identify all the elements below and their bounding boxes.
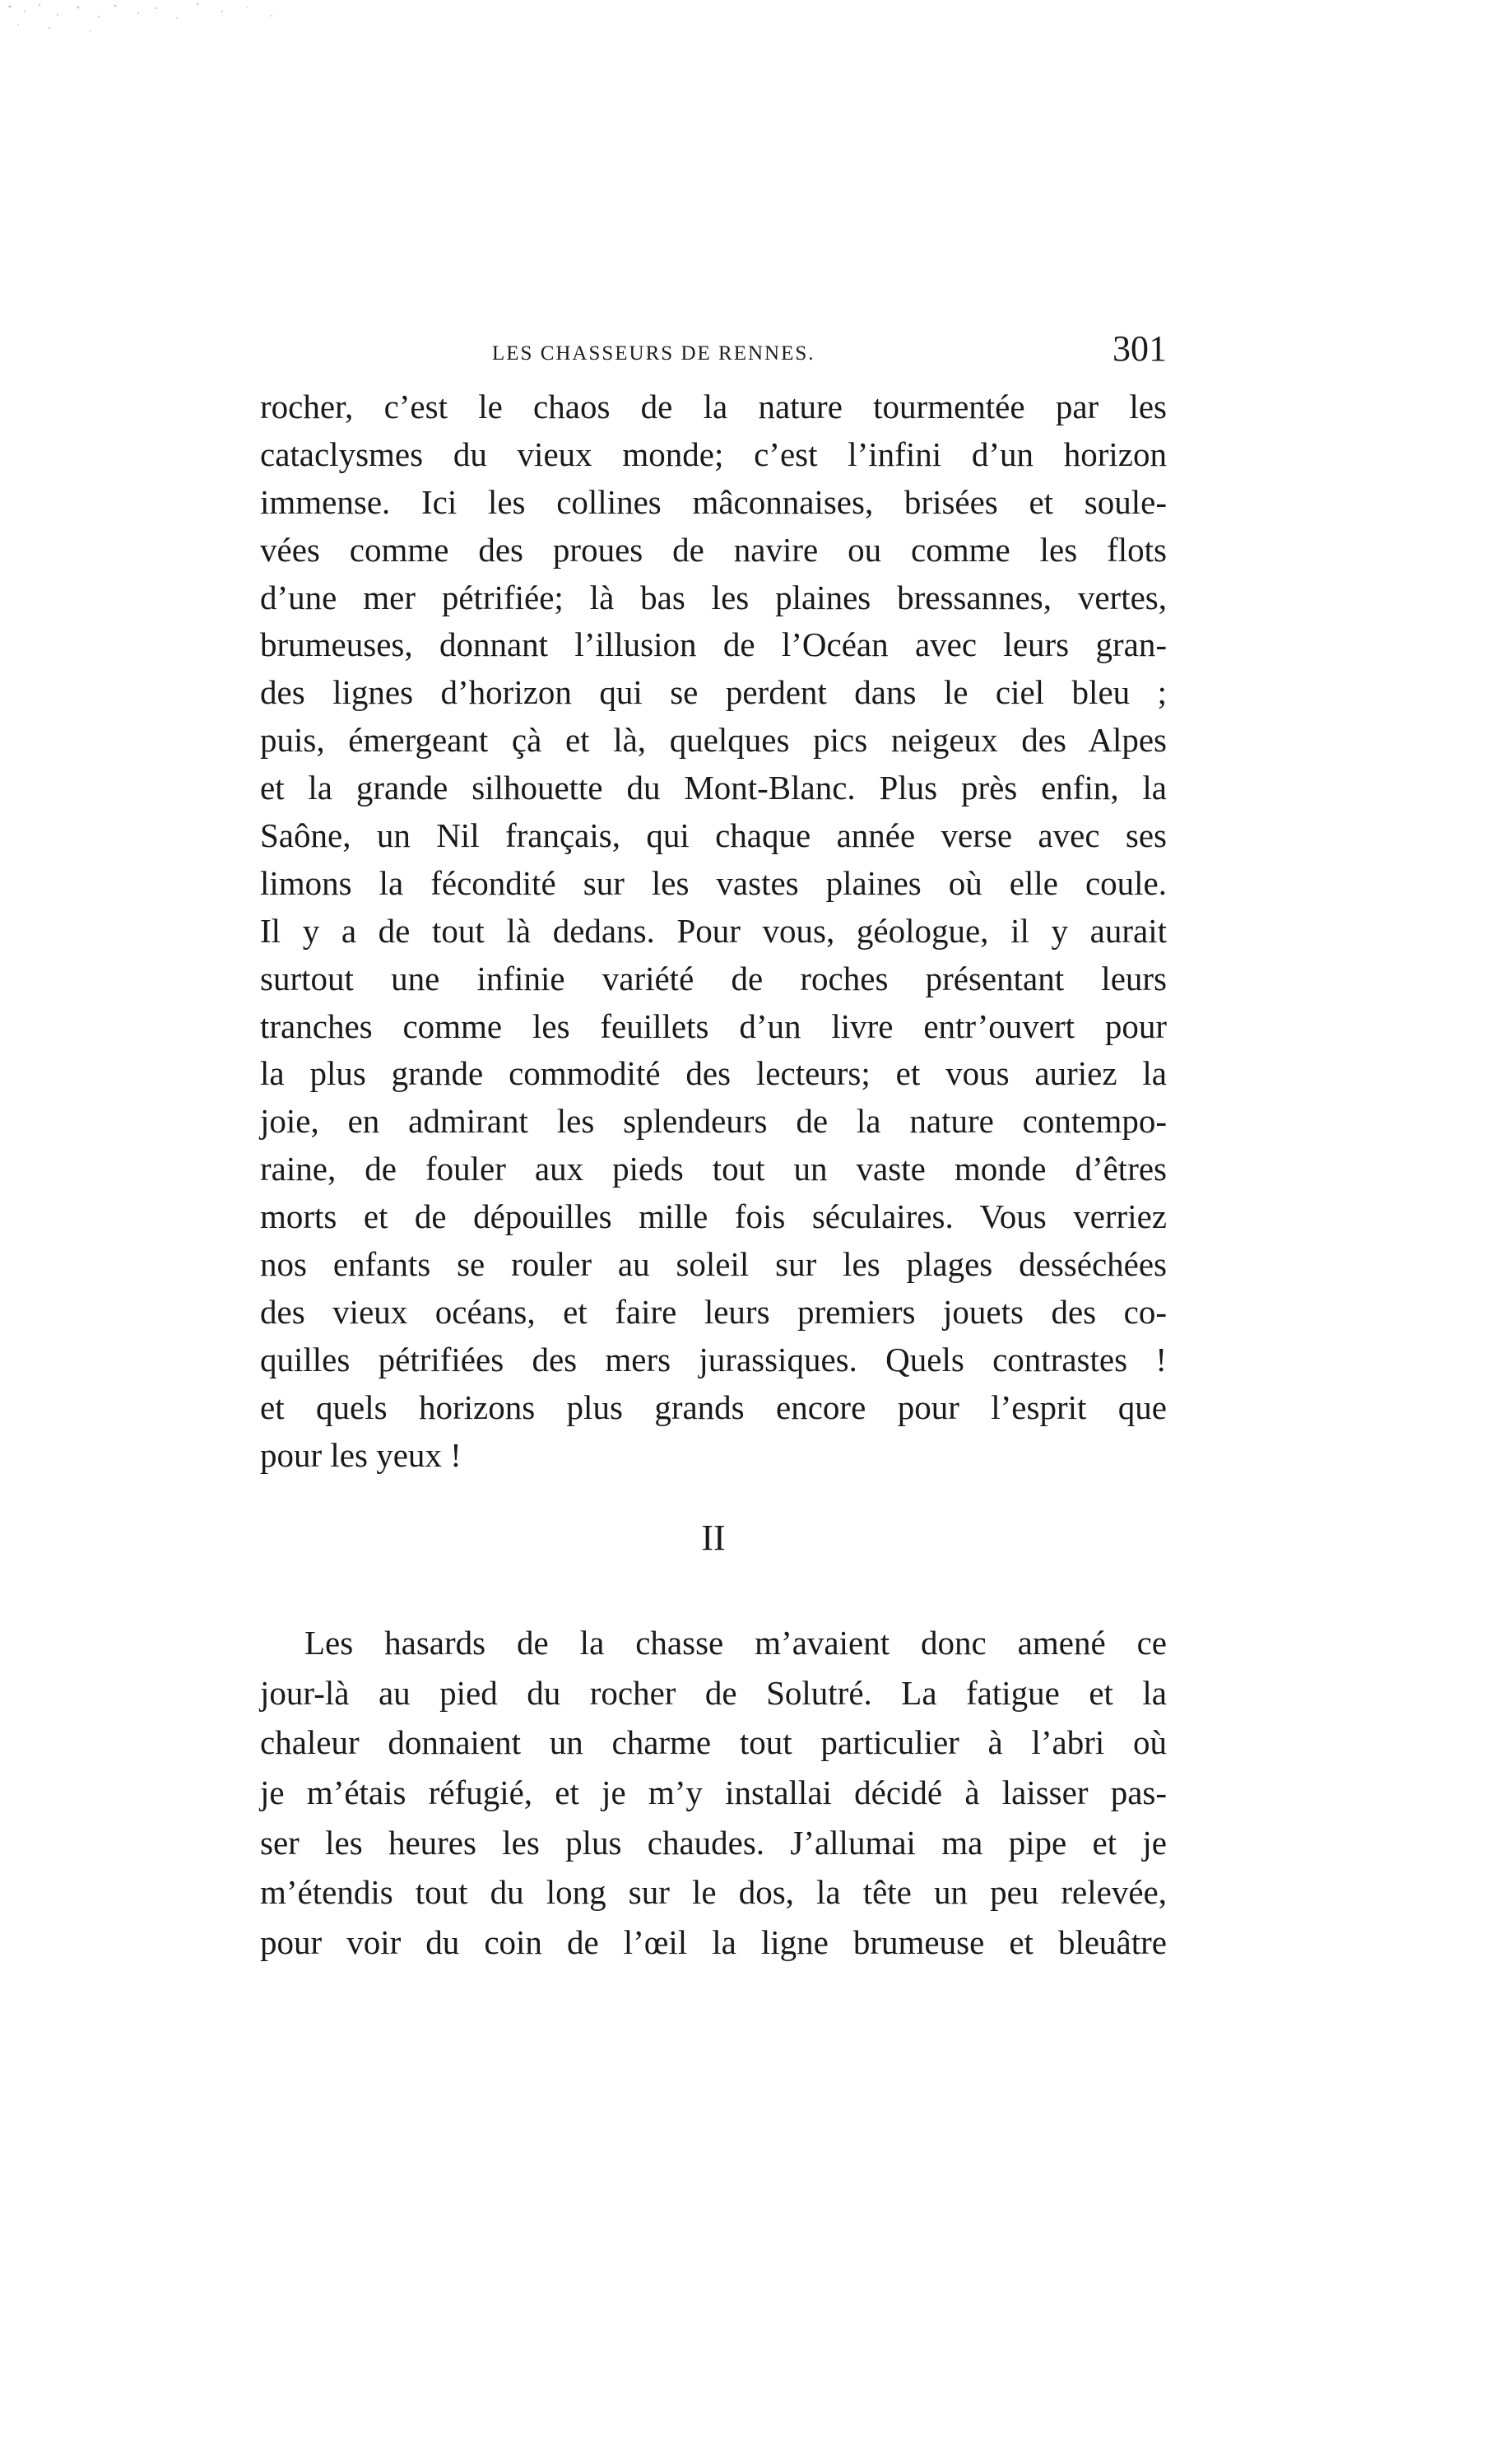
running-head xyxy=(260,328,1167,377)
section-heading: II xyxy=(701,1518,726,1558)
text-line: la plus grande commodité des lecteurs; et vous auriez la xyxy=(260,1054,1167,1093)
text-line: je m’étais réfugié, et je m’y installai décidé à laisser pas- xyxy=(260,1774,1167,1812)
text-line: des vieux océans, et faire leurs premiers jouets des co- xyxy=(260,1292,1167,1331)
text-line: pour voir du coin de l’œil la ligne brumeuse et bleuâtre xyxy=(260,1923,1167,1962)
scan-noise-decoration xyxy=(0,0,296,49)
text-line: jour-là au pied du rocher de Solutré. La fatigue et la xyxy=(260,1673,1167,1712)
text-line: tranches comme les feuillets d’un livre entr’ouvert pour xyxy=(260,1007,1167,1045)
text-line: raine, de fouler aux pieds tout un vaste monde d’êtres xyxy=(260,1150,1167,1188)
text-line: quilles pétrifiées des mers jurassiques. Quels contrastes ! xyxy=(260,1340,1167,1378)
running-title: LES CHASSEURS DE RENNES. xyxy=(492,342,815,365)
text-line: brumeuses, donnant l’illusion de l’Océan avec leurs gran- xyxy=(260,625,1167,664)
text-line: pour les yeux ! xyxy=(260,1435,462,1474)
text-line: d’une mer pétrifiée; là bas les plaines bressannes, vertes, xyxy=(260,578,1167,616)
text-line: vées comme des proues de navire ou comme les flots xyxy=(260,530,1167,569)
text-line: chaleur donnaient un charme tout particulier à l’abri où xyxy=(260,1723,1167,1762)
text-line: nos enfants se rouler au soleil sur les plages desséchées xyxy=(260,1245,1167,1284)
text-line: Les hasards de la chasse m’avaient donc amené ce xyxy=(304,1624,1167,1662)
paragraph-2 xyxy=(260,1618,1167,1968)
text-line: morts et de dépouilles mille fois séculaires. Vous verriez xyxy=(260,1197,1167,1236)
text-line: m’étendis tout du long sur le dos, la tête un peu relevée, xyxy=(260,1873,1167,1912)
text-line: puis, émergeant çà et là, quelques pics neigeux des Alpes xyxy=(260,721,1167,760)
text-line: rocher, c’est le chaos de la nature tourmentée par les xyxy=(260,388,1167,425)
text-line: des lignes d’horizon qui se perdent dans le ciel bleu ; xyxy=(260,673,1167,712)
text-line: et la grande silhouette du Mont-Blanc. Plus près enfin, la xyxy=(260,769,1167,807)
text-line: cataclysmes du vieux monde; c’est l’infini d’un horizon xyxy=(260,435,1167,473)
paragraph-1 xyxy=(260,384,1167,1479)
text-line: Saône, un Nil français, qui chaque année verse avec ses xyxy=(260,816,1167,855)
text-line: ser les heures les plus chaudes. J’allumai ma pipe et je xyxy=(260,1823,1167,1862)
text-line: limons la fécondité sur les vastes plaines où elle coule. xyxy=(260,863,1167,902)
text-line: surtout une infinie variété de roches présentant leurs xyxy=(260,959,1167,997)
text-line: joie, en admirant les splendeurs de la nature contempo- xyxy=(260,1102,1167,1141)
page-number: 301 xyxy=(1112,328,1167,369)
text-line: Il y a de tout là dedans. Pour vous, géologue, il y aurait xyxy=(260,911,1167,950)
text-line: et quels horizons plus grands encore pour l’esprit que xyxy=(260,1388,1167,1426)
text-line: immense. Ici les collines mâconnaises, brisées et soule- xyxy=(260,482,1167,521)
